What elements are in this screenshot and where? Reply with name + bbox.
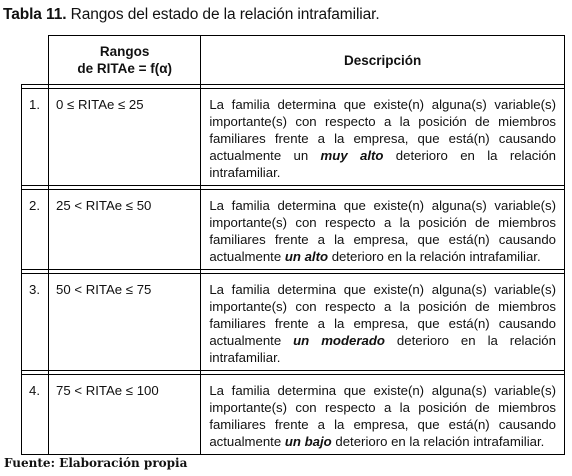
table-row xyxy=(22,190,565,270)
header-blank-cell xyxy=(22,36,49,85)
header-range-line2: de RITAe = f(α) xyxy=(77,61,173,76)
table-row xyxy=(22,375,565,455)
row-number: 3. xyxy=(22,274,49,371)
row-range: 75 < RITAe ≤ 100 xyxy=(49,375,201,455)
row-description: La familia determina que existe(n) alguna(s) variable(s) importante(s) con respecto a la posición de miembros familiares frente a la empresa, que está(n) causando actualmente un alto deterioro en la relación intrafamiliar. xyxy=(201,190,565,270)
row-range: 0 ≤ RITAe ≤ 25 xyxy=(49,89,201,186)
row-description-emphasis: un bajo xyxy=(284,434,332,449)
row-range: 50 < RITAe ≤ 75 xyxy=(49,274,201,371)
row-description-emphasis: muy alto xyxy=(320,148,384,163)
table-row xyxy=(22,274,565,371)
header-description-cell: Descripción xyxy=(201,36,565,85)
table-row xyxy=(22,89,565,186)
table-title-text: Rangos del estado de la relación intrafamiliar. xyxy=(70,6,380,23)
row-description: La familia determina que existe(n) alguna(s) variable(s) importante(s) con respecto a la posición de miembros familiares frente a la empresa, que está(n) causando actualmente un muy alto deterioro en la relación intrafamiliar. xyxy=(201,89,565,186)
row-description: La familia determina que existe(n) alguna(s) variable(s) importante(s) con respecto a la posición de miembros familiares frente a la empresa, que está(n) causando actualmente un bajo deterioro en la relación intrafamiliar. xyxy=(201,375,565,455)
row-description: La familia determina que existe(n) alguna(s) variable(s) importante(s) con respecto a la posición de miembros familiares frente a la empresa, que está(n) causando actualmente un moderado deterioro en la relación intrafamiliar. xyxy=(201,274,565,371)
table-title xyxy=(3,6,380,24)
row-range: 25 < RITAe ≤ 50 xyxy=(49,190,201,270)
row-description-emphasis: un alto xyxy=(284,249,329,264)
header-range-cell xyxy=(49,36,201,85)
row-number: 2. xyxy=(22,190,49,270)
header-range-line1: Rangos xyxy=(99,44,150,59)
row-number: 1. xyxy=(22,89,49,186)
table-title-label: Tabla 11. xyxy=(3,6,67,23)
row-description-emphasis: un moderado xyxy=(293,333,385,348)
table-header-row xyxy=(22,36,565,85)
row-number: 4. xyxy=(22,375,49,455)
source-note: Fuente: Elaboración propia xyxy=(4,456,188,470)
ranges-table xyxy=(21,35,565,455)
